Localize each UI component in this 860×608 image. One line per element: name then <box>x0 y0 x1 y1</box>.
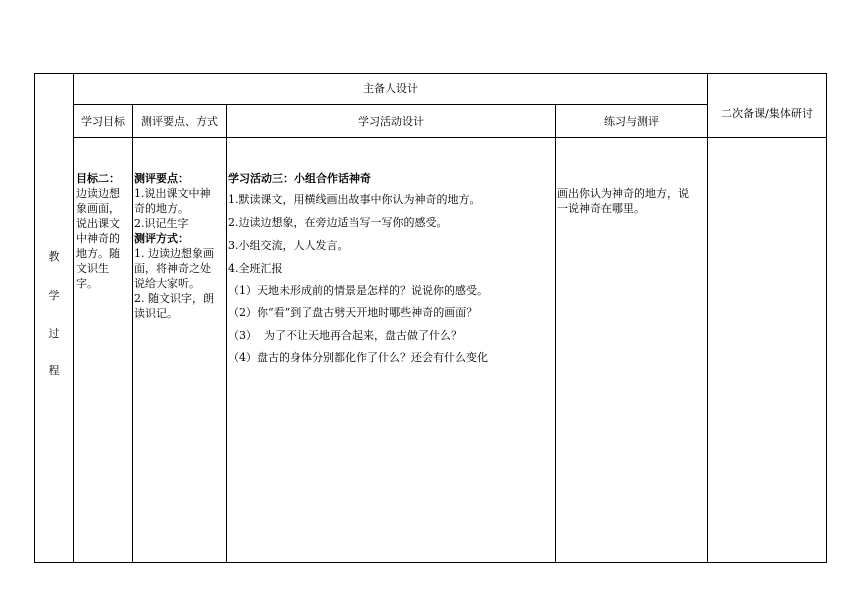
process-label-3: 过 <box>48 327 60 340</box>
assessment-point: 2.识记生字 <box>134 217 189 230</box>
activity-step-2: 2.边读边想象，在旁边适当写一写你的感受。 <box>228 216 448 229</box>
assessment-method: 1. 边读边想象画 <box>134 247 214 260</box>
activity-question-2: （2）你“看”到了盘古劈天开地时哪些神奇的画面？ <box>228 306 478 319</box>
process-label-2: 学 <box>48 289 60 302</box>
goals-line: 中神奇的 <box>76 232 120 245</box>
activity-question-4: （4）盘古的身体分别都化作了什么？还会有什么变化 <box>228 351 488 364</box>
column-header-activity: 学习活动设计 <box>358 115 424 128</box>
divider-v-col2 <box>226 104 227 563</box>
column-header-goals: 学习目标 <box>81 115 125 128</box>
assessment-method: 面，将神奇之处 <box>134 262 211 275</box>
goals-title: 目标二： <box>76 172 120 185</box>
activity-step-3: 3.小组交流，人人发言。 <box>228 239 349 252</box>
side-header <box>708 106 826 121</box>
activity-step-4: 4.全班汇报 <box>228 262 283 275</box>
divider-v-side <box>707 73 708 563</box>
goals-cell <box>76 171 132 291</box>
goals-line: 说出课文 <box>76 217 120 230</box>
assessment-point: 奇的地方。 <box>134 202 189 215</box>
assessment-cell <box>134 171 226 321</box>
main-header <box>74 81 707 96</box>
practice-line: 一说神奇在哪里。 <box>557 202 645 215</box>
process-label-4: 程 <box>48 364 60 377</box>
assessment-method: 2. 随文识字，朗 <box>134 292 214 305</box>
main-header-text: 主备人设计 <box>363 82 418 95</box>
divider-v-col1 <box>132 104 133 563</box>
activity-title: 学习活动三：小组合作话神奇 <box>228 172 371 185</box>
activity-question-3: （3） 为了不让天地再合起来，盘古做了什么？ <box>228 329 462 342</box>
assessment-method: 读识记。 <box>134 307 178 320</box>
activity-question-1: （1）天地未形成前的情景是怎样的？说说你的感受。 <box>228 284 488 297</box>
assessment-points-title: 测评要点： <box>134 172 189 185</box>
side-header-text: 二次备课/集体研讨 <box>721 107 813 120</box>
table-border-bottom <box>34 562 827 563</box>
table-border-left <box>34 73 35 563</box>
practice-cell <box>557 186 707 216</box>
goals-line: 地方。随 <box>76 247 120 260</box>
assessment-method-title: 测评方式： <box>134 232 189 245</box>
process-label-1: 教 <box>48 250 60 263</box>
divider-v-process <box>73 73 74 563</box>
column-header-assessment: 测评要点、方式 <box>141 115 218 128</box>
divider-v-col3 <box>555 104 556 563</box>
assessment-method: 说给大家听。 <box>134 277 200 290</box>
divider-h-main-header <box>73 104 707 105</box>
practice-line: 画出你认为神奇的地方，说 <box>557 187 689 200</box>
goals-line: 边读边想 <box>76 187 120 200</box>
table-border-right <box>826 73 827 563</box>
goals-line: 字。 <box>76 277 98 290</box>
activity-step-1: 1.默读课文，用横线画出故事中你认为神奇的地方。 <box>228 193 481 206</box>
column-header-practice: 练习与测评 <box>604 115 659 128</box>
divider-h-column-header <box>73 137 827 138</box>
goals-line: 文识生 <box>76 262 109 275</box>
table-border-top <box>34 73 827 74</box>
assessment-point: 1.说出课文中神 <box>134 187 211 200</box>
goals-line: 象画面， <box>76 202 120 215</box>
